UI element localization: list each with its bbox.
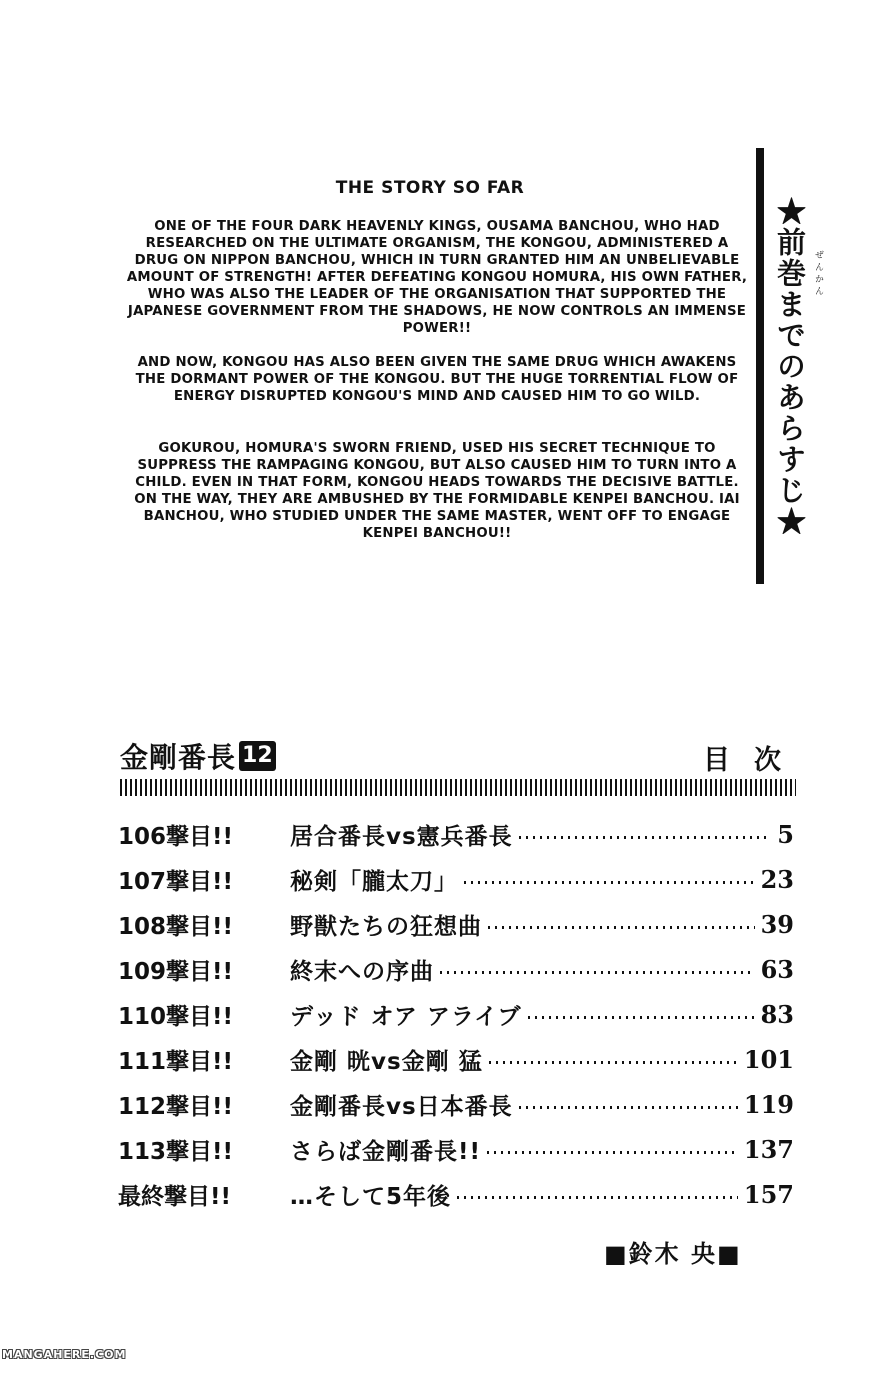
page-number: 39 <box>760 909 794 939</box>
dot-leader <box>519 1106 738 1109</box>
dot-leader <box>487 1151 738 1154</box>
furigana-annotation: ぜんかん <box>813 250 823 298</box>
page-number: 63 <box>760 954 794 984</box>
chapter-number: 110撃目!! <box>118 1003 233 1030</box>
chapter-number: 109撃目!! <box>118 958 233 985</box>
toc-row <box>118 1174 794 1214</box>
toc-row <box>118 1129 794 1169</box>
vertical-divider-bar <box>756 148 764 584</box>
toc-row <box>118 859 794 899</box>
chapter-number: 111撃目!! <box>118 1048 233 1075</box>
dot-leader <box>440 971 755 974</box>
manga-title <box>120 736 276 776</box>
chapter-title: 秘剣「朧太刀」 <box>290 868 458 895</box>
dot-leader <box>457 1196 738 1199</box>
page-number: 83 <box>760 999 794 1029</box>
chapter-title: 居合番長vs憲兵番長 <box>290 823 513 850</box>
toc-row <box>118 1084 794 1124</box>
chapter-number: 108撃目!! <box>118 913 233 940</box>
chapter-title: デッド オア アライブ <box>290 1003 522 1030</box>
chapter-number: 最終撃目!! <box>118 1183 231 1210</box>
decorative-rule <box>120 779 796 796</box>
toc-row <box>118 1039 794 1079</box>
chapter-number: 112撃目!! <box>118 1093 233 1120</box>
volume-badge: 12 <box>239 741 276 771</box>
toc-row <box>118 949 794 989</box>
page-number: 101 <box>743 1044 794 1074</box>
dot-leader <box>528 1016 755 1019</box>
chapter-title: …そして5年後 <box>290 1183 452 1210</box>
chapter-number: 113撃目!! <box>118 1138 233 1165</box>
toc-row <box>118 904 794 944</box>
manga-title-text: 金剛番長 <box>120 741 237 774</box>
chapter-title: 金剛番長vs日本番長 <box>290 1093 513 1120</box>
page-number: 119 <box>743 1089 794 1119</box>
story-paragraph-3: GOKUROU, HOMURA'S SWORN FRIEND, USED HIS SECRET TECHNIQUE TO SUPPRESS THE RAMPAGING KONGOU, BUT ALSO CAUSED HIM TO TURN INTO A CHILD. EVEN IN THAT FORM, KONGOU HEADS TOWARDS THE DECISIVE BATTLE. ON THE WAY, THEY ARE AMBUSHED BY THE FORMIDABLE KENPEI BANCHOU. IAI BANCHOU, WHO STUDIED UNDER THE SAME MASTER, WENT OFF TO ENGAGE KENPEI BANCHOU!! <box>134 441 740 541</box>
author-credit: ■鈴木 央■ <box>604 1240 742 1268</box>
dot-leader <box>488 926 755 929</box>
site-watermark: MANGAHERE.COM <box>2 1348 127 1361</box>
chapter-number: 106撃目!! <box>118 823 233 850</box>
page-number: 5 <box>777 819 794 849</box>
story-paragraph-2: AND NOW, KONGOU HAS ALSO BEEN GIVEN THE SAME DRUG WHICH AWAKENS THE DORMANT POWER OF THE KONGOU. BUT THE HUGE TORRENTIAL FLOW OF ENERGY DISRUPTED KONGOU'S MIND AND CAUSED HIM TO GO WILD. <box>135 355 739 404</box>
story-paragraph-1: ONE OF THE FOUR DARK HEAVENLY KINGS, OUSAMA BANCHOU, WHO HAD RESEARCHED ON THE ULTIMATE ORGANISM, THE KONGOU, ADMINISTERED A DRUG ON NIPPON BANCHOU, WHICH IN TURN GRANTED HIM AN UNBELIEVABLE AMOUNT OF STRENGTH! AFTER DEFEATING KONGOU HOMURA, HIS OWN FATHER, WHO WAS ALSO THE LEADER OF THE ORGANISATION THAT SUPPORTED THE JAPANESE GOVERNMENT FROM THE SHADOWS, HE NOW CONTROLS AN IMMENSE POWER!! <box>126 219 748 336</box>
dot-leader <box>464 881 755 884</box>
dot-leader <box>489 1061 738 1064</box>
page-number: 137 <box>743 1134 794 1164</box>
chapter-title: 金剛 晄vs金剛 猛 <box>290 1048 483 1075</box>
chapter-title: さらば金剛番長!! <box>290 1138 481 1165</box>
page-number: 157 <box>743 1179 794 1209</box>
previous-volume-summary-heading: ★前巻までのあらすじ★ <box>773 196 807 537</box>
toc-row <box>118 994 794 1034</box>
chapter-number: 107撃目!! <box>118 868 233 895</box>
toc-row <box>118 814 794 854</box>
chapter-title: 野獣たちの狂想曲 <box>290 913 482 940</box>
table-of-contents-label: 目次 <box>703 745 805 776</box>
page-number: 23 <box>760 864 794 894</box>
story-title: THE STORY SO FAR <box>335 178 525 198</box>
chapter-title: 終末への序曲 <box>290 958 434 985</box>
dot-leader <box>519 836 772 839</box>
